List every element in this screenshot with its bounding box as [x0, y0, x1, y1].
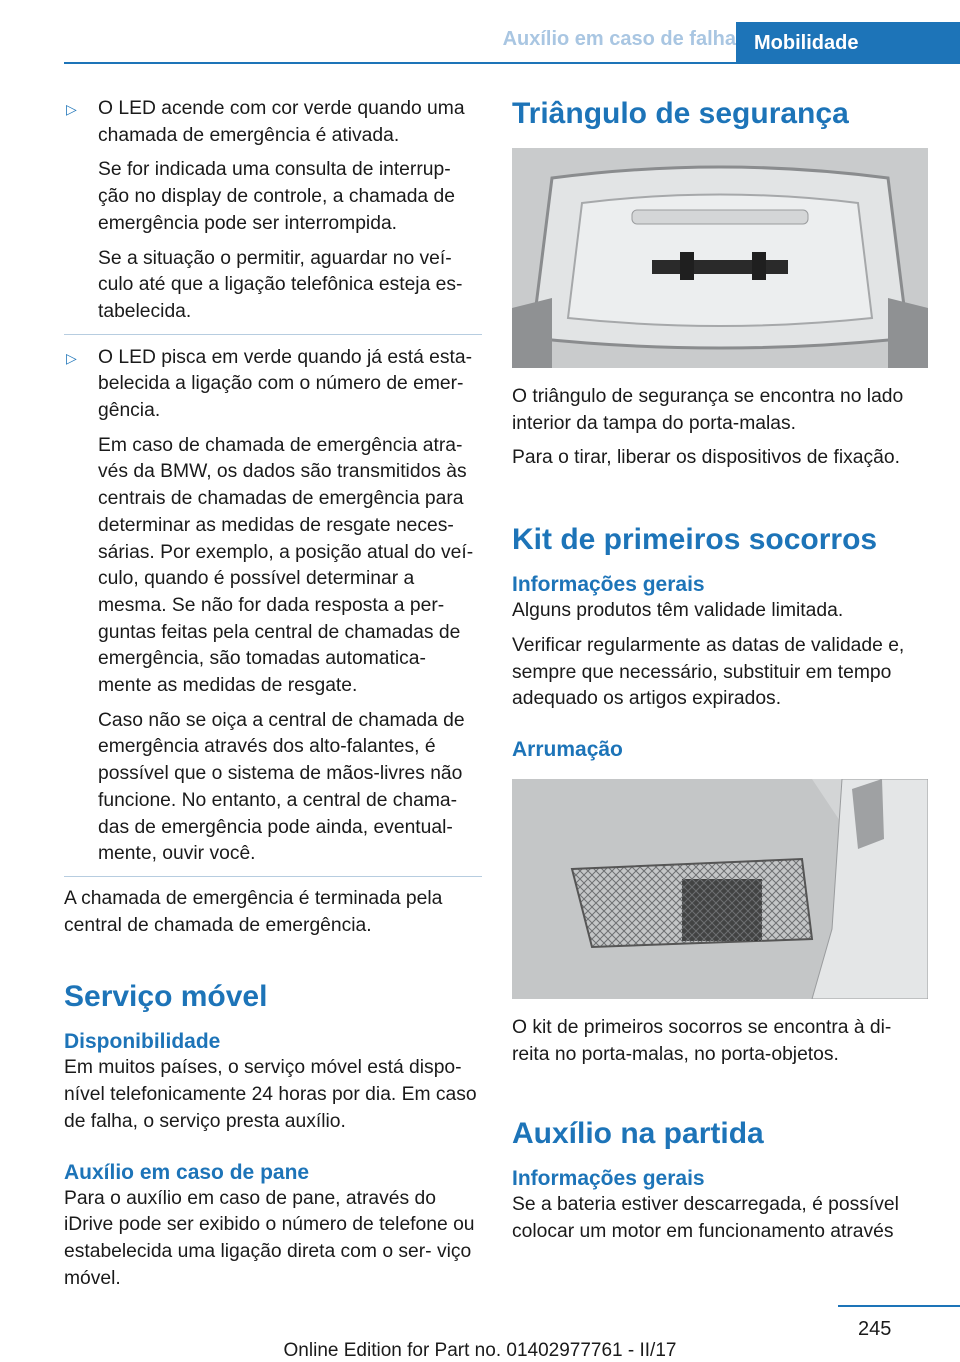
- heading-triangle: Triângulo de segurança: [512, 97, 849, 130]
- heading-jump-general: Informações gerais: [512, 1167, 705, 1191]
- heading-storage: Arrumação: [512, 737, 623, 761]
- storage-text: O kit de primeiros socorros se encontra à di- reita no porta-malas, no porta-objetos.: [512, 1016, 892, 1065]
- bullet-text: O LED acende com cor verde quando uma chamada de emergência é ativada.: [98, 98, 465, 146]
- header-section-title: Auxílio em caso de falha: [502, 28, 736, 50]
- heading-general-info: Informações gerais: [512, 573, 705, 597]
- triangle-text-1: O triângulo de segurança se encontra no lado interior da tampa do porta-malas.: [512, 386, 904, 434]
- general-text-2: Verificar regularmente as datas de validade e, sempre que necessário, substituir em tempo adequado os artigos expirados.: [512, 634, 905, 710]
- bullet-text: Caso não se oiça a central de chamada de emergência através dos alto-falantes, é possível que o sistema de mãos-livres não funcione. No entanto, a central de chama- das de emergência pode ainda, eventual- mente, ouvir você.: [98, 709, 465, 865]
- triangle-bullet-icon: ▷: [66, 349, 77, 366]
- triangle-bullet-icon: ▷: [66, 101, 77, 117]
- list-item: [64, 96, 482, 335]
- heading-breakdown: Auxílio em caso de pane: [64, 1160, 310, 1184]
- trunk-lid-image: [512, 148, 928, 368]
- jump-text: Se a bateria estiver descarregada, é possível colocar um motor em funcionamento através: [512, 1194, 899, 1243]
- page-number: 245: [858, 1318, 892, 1340]
- bullet-text: Em caso de chamada de emergência atra- vés da BMW, os dados são transmitidos às centrais de chamadas de emergência para determinar as medidas de resgate neces- sárias. Por exemplo, a posição atual do veí- culo, quando é possível determinar a mesma. Se não for dada resposta a per- guntas feitas pela central de chamadas de emergência, são tomadas automatica- mente as medidas de resgate.: [98, 434, 474, 697]
- availability-text: Em muitos países, o serviço móvel está dispo- nível telefonicamente 24 horas por dia. Em caso de falha, o serviço presta auxílio.: [64, 1057, 477, 1132]
- closing-text: A chamada de emergência é terminada pela central de chamada de emergência.: [64, 887, 443, 936]
- bullet-text: Se for indicada uma consulta de interrup- ção no display de controle, a chamada de emergência pode ser interrompida.: [98, 159, 455, 234]
- heading-jump-start: Auxílio na partida: [512, 1117, 764, 1151]
- heading-service: Serviço móvel: [64, 980, 268, 1014]
- bullet-text: O LED pisca em verde quando já está esta- belecida a ligação com o número de emer- gência.: [98, 346, 473, 422]
- bullet-text: Se a situação o permitir, aguardar no veí- culo até que a ligação telefônica esteja es- tabelecida.: [98, 247, 463, 322]
- heading-availability: Disponibilidade: [64, 1030, 221, 1054]
- left-column: [64, 96, 482, 1292]
- right-column: [512, 96, 928, 1246]
- footer-edition: Online Edition for Part no. 01402977761 - II/17: [283, 1340, 677, 1361]
- header-chapter-tab: Mobilidade: [736, 22, 960, 64]
- list-item: [64, 345, 482, 877]
- triangle-text-2: Para o tirar, liberar os dispositivos de fixação.: [512, 447, 900, 469]
- heading-first-aid: Kit de primeiros socorros: [512, 523, 878, 557]
- trunk-net-image: [512, 779, 928, 999]
- footer-rule: [838, 1305, 960, 1307]
- general-text-1: Alguns produtos têm validade limitada.: [512, 600, 844, 622]
- breakdown-text: Para o auxílio em caso de pane, através do iDrive pode ser exibido o número de telefone ou estabelecida uma ligação direta com o ser- viço móvel.: [64, 1187, 475, 1289]
